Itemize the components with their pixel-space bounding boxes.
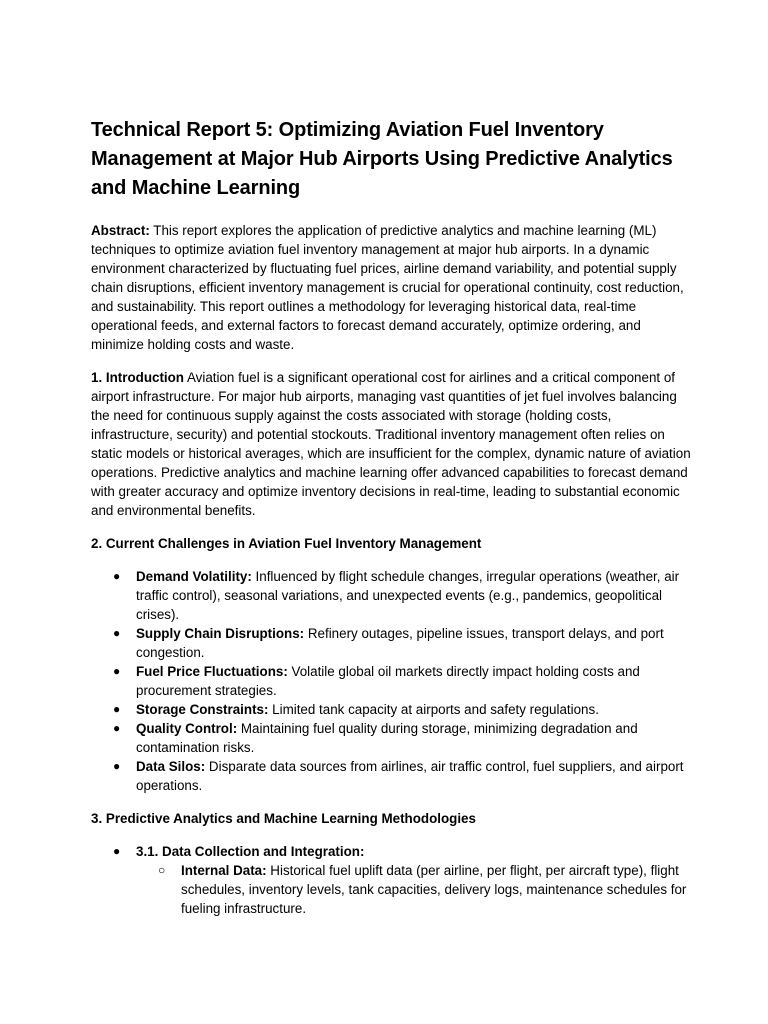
bullet-icon: ● — [113, 844, 121, 858]
list-item-text: Limited tank capacity at airports and safety regulations. — [268, 702, 599, 717]
list-item — [91, 757, 691, 795]
introduction-paragraph — [91, 368, 691, 520]
bullet-icon: ● — [113, 626, 121, 640]
bullet-icon: ● — [113, 569, 121, 583]
list-item-label: Quality Control: — [136, 721, 238, 736]
list-item-text: Refinery outages, pipeline issues, transport delays, and port congestion. — [136, 626, 664, 660]
list-item-text: Disparate data sources from airlines, air traffic control, fuel suppliers, and airport operations. — [136, 759, 684, 793]
list-item-label: Fuel Price Fluctuations: — [136, 664, 288, 679]
list-item-label: Demand Volatility: — [136, 569, 252, 584]
list-item — [136, 861, 691, 918]
bullet-icon: ● — [113, 721, 121, 735]
section-3-heading: 3. Predictive Analytics and Machine Learning Methodologies — [91, 811, 476, 826]
challenges-list — [91, 567, 691, 795]
introduction-text: Aviation fuel is a significant operational cost for airlines and a critical component of airport infrastructure. For major hub airports, managing vast quantities of jet fuel involves balancing the need for continuous supply against the costs associated with storage (holding costs, infrastructure, security) and potential stockouts. Traditional inventory management often relies on static models or historical averages, which are insufficient for the complex, dynamic nature of aviation operations. Predictive analytics and machine learning offer advanced capabilities to forecast demand with greater accuracy and optimize inventory decisions in real-time, leading to substantial economic and environmental benefits. — [91, 370, 691, 518]
abstract-label: Abstract: — [91, 223, 150, 238]
methodologies-list — [91, 842, 691, 918]
list-item — [91, 662, 691, 700]
subsection-label: 3.1. Data Collection and Integration: — [136, 844, 365, 859]
document-page — [91, 116, 691, 932]
document-title: Technical Report 5: Optimizing Aviation Fuel Inventory Management at Major Hub Airports Using Predictive Analytics and Machine Learning — [91, 119, 673, 199]
bullet-icon: ● — [113, 759, 121, 773]
list-item-text: Maintaining fuel quality during storage, minimizing degradation and contamination risks. — [136, 721, 638, 755]
list-item-label: Data Silos: — [136, 759, 206, 774]
bullet-icon: ● — [113, 702, 121, 716]
list-item-label: Storage Constraints: — [136, 702, 269, 717]
bullet-icon: ● — [113, 664, 121, 678]
list-item-text: Influenced by flight schedule changes, irregular operations (weather, air traffic control), seasonal variations, and unexpected events (e.g., pandemics, geopolitical crises). — [136, 569, 680, 622]
hollow-bullet-icon: ○ — [158, 863, 166, 877]
list-item-label: Supply Chain Disruptions: — [136, 626, 305, 641]
list-item — [91, 700, 691, 719]
list-item — [91, 624, 691, 662]
abstract-text: This report explores the application of predictive analytics and machine learning (ML) techniques to optimize aviation fuel inventory management at major hub airports. In a dynamic environment characterized by fluctuating fuel prices, airline demand variability, and potential supply chain disruptions, efficient inventory management is crucial for operational continuity, cost reduction, and sustainability. This report outlines a methodology for leveraging historical data, real-time operational feeds, and external factors to forecast demand accurately, optimize ordering, and minimize holding costs and waste. — [91, 223, 684, 352]
list-item-text: Historical fuel uplift data (per airline, per flight, per aircraft type), flight schedules, inventory levels, tank capacities, delivery logs, maintenance schedules for fueling infrastructure. — [181, 863, 687, 916]
list-item-text: Volatile global oil markets directly impact holding costs and procurement strategies. — [136, 664, 640, 698]
list-item — [91, 567, 691, 624]
data-sources-list — [136, 861, 691, 918]
list-item — [91, 719, 691, 757]
abstract-paragraph — [91, 221, 691, 354]
list-item — [91, 842, 691, 918]
list-item-label: Internal Data: — [181, 863, 267, 878]
introduction-label: 1. Introduction — [91, 370, 184, 385]
section-2-heading: 2. Current Challenges in Aviation Fuel Inventory Management — [91, 536, 482, 551]
